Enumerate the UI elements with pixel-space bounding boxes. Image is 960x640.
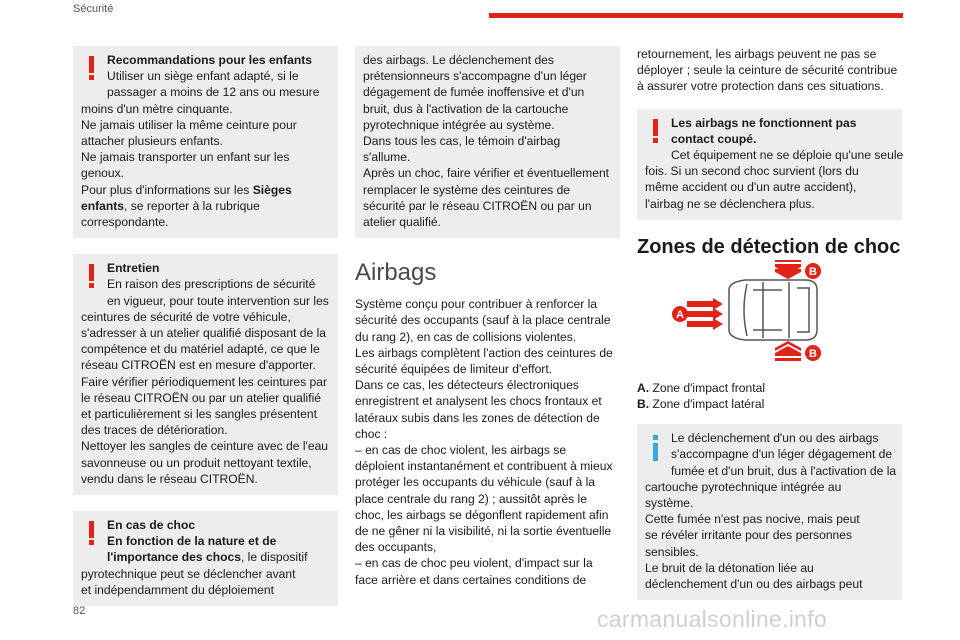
warning-box-ignition — [637, 109, 902, 220]
box-line: En fonction de la nature et de — [107, 534, 277, 549]
legend-key: B. — [637, 397, 650, 412]
box-line: En raison des prescriptions de sécurité — [107, 277, 316, 292]
box-line: Cette fumée n'est pas nocive, mais peut — [645, 512, 860, 527]
warning-box-crash — [73, 511, 338, 606]
warning-box-maintenance — [73, 254, 338, 495]
box-line — [81, 182, 330, 198]
box-line: correspondante. — [81, 215, 169, 230]
box-line: compétence et du matériel adapté, ce que le — [81, 342, 320, 357]
body-line: à assurer votre protection dans ces situations. — [637, 79, 884, 94]
header-title: Sécurité — [73, 3, 114, 15]
box-line: des traces de détérioration. — [81, 423, 228, 438]
box-line: Dans tous les cas, le témoin d'airbag — [363, 134, 561, 149]
box-line: sensibles. — [645, 544, 699, 559]
body-line: protéger les occupants du véhicule (sauf à la — [355, 475, 596, 490]
box-line: Ne jamais transporter un enfant sur les — [81, 150, 290, 165]
box-line: et indépendamment du déploiement — [81, 582, 274, 597]
column-middle — [355, 46, 620, 588]
box-line: sécurité par le réseau CITROËN ou par un — [363, 198, 592, 213]
box-text: , le dispositif — [240, 550, 308, 565]
box-line: même accident ou d'un autre accident), — [645, 180, 857, 195]
box-line: moins d'un mètre cinquante. — [81, 101, 233, 116]
label-b-top: B — [809, 265, 817, 278]
box-text: Pour plus d'informations sur les — [81, 182, 250, 197]
box-line: en vigueur, pour toute intervention sur les — [107, 293, 329, 308]
label-b-bottom: B — [809, 347, 817, 360]
diagram-legend — [637, 380, 902, 412]
box-title: En cas de choc — [107, 518, 196, 533]
box-title: Recommandations pour les enfants — [107, 53, 312, 67]
box-line: pyrotechnique peut se déclencher avant — [81, 566, 296, 581]
box-line: atelier qualifié. — [363, 215, 441, 230]
car-diagram — [637, 260, 902, 370]
body-line: latéraux subis dans les zones de détection de — [355, 410, 600, 425]
exclamation-icon — [81, 52, 107, 92]
label-b-bottom-badge — [805, 345, 821, 361]
box-line: fois. Si un second choc survient (lors du — [645, 164, 859, 179]
box-line: fumée et d'un bruit, dus à l'activation de la — [671, 463, 897, 478]
body-line: sécurité des occupants (sauf à la place centrale — [355, 313, 611, 328]
side-impact-arrows-top-icon — [775, 260, 801, 279]
body-line: face arrière et dans certaines conditions de — [355, 572, 587, 587]
airbags-body — [355, 296, 620, 588]
box-line: s'allume. — [363, 150, 411, 165]
label-a-badge — [672, 306, 688, 322]
box-line: pyrotechnique intégrée au système. — [363, 117, 555, 132]
page-number: 82 — [73, 605, 86, 617]
body-line: du rang 2), en cas de collisions violentes. — [355, 329, 577, 344]
exclamation-icon — [81, 260, 107, 300]
box-line: passager a moins de 12 ans ou mesure — [107, 85, 320, 100]
body-line: Les airbags complètent l'action des ceintures de — [355, 345, 613, 360]
box-line: et particulièrement si les sangles présentent — [81, 407, 317, 422]
body-line: choc : — [355, 426, 388, 441]
box-line: cartouche pyrotechnique intégrée au — [645, 479, 842, 494]
legend-item — [637, 396, 902, 412]
box-line: savonneuse ou un produit nettoyant textile, — [81, 455, 312, 470]
legend-key: A. — [637, 380, 650, 395]
intro-text — [637, 46, 902, 95]
box-line: genoux. — [81, 166, 125, 181]
box-line: réseau CITROËN est en mesure d'apporter. — [81, 358, 316, 373]
box-title: contact coupé. — [671, 131, 757, 146]
box-line: prétensionneurs s'accompagne d'un léger — [363, 69, 587, 84]
box-line: l'airbag ne se déclenchera plus. — [645, 196, 815, 211]
legend-text: Zone d'impact latéral — [652, 397, 765, 412]
label-a: A — [676, 308, 684, 321]
body-line: place centrale du rang 2) ; aussitôt après le — [355, 491, 587, 506]
box-line: Nettoyer les sangles de ceinture avec de l'eau — [81, 439, 329, 454]
box-line — [81, 198, 330, 214]
legend-item — [637, 380, 902, 396]
box-title: Les airbags ne fonctionnent pas — [671, 115, 857, 130]
box-line: le réseau CITROËN ou par un atelier qualifié — [81, 390, 321, 405]
body-line: des occupants, — [355, 540, 437, 555]
box-line: dégagement de fumée inoffensive et d'un — [363, 85, 585, 100]
frontal-impact-arrows-icon — [687, 298, 723, 330]
section-title-airbags: Airbags — [355, 259, 437, 287]
body-line: – en cas de choc peu violent, d'impact sur la — [355, 556, 593, 571]
box-line: ceintures de sécurité de votre véhicule, — [81, 309, 291, 324]
box-line: des airbags. Le déclenchement des — [363, 53, 554, 67]
watermark: carmanualsonline.info — [597, 606, 828, 632]
bold-term: enfants — [81, 198, 125, 213]
header-accent-bar — [489, 13, 903, 18]
bold-term: Sièges — [252, 182, 292, 197]
box-line: Le déclenchement d'un ou des airbags — [671, 431, 879, 446]
box-line: s'adresser à un atelier qualifié disposant de la — [81, 326, 327, 341]
box-line: Utiliser un siège enfant adapté, si le — [107, 69, 299, 84]
box-line: Faire vérifier périodiquement les ceintures par — [81, 374, 328, 389]
box-line: vendu dans le réseau CITROËN. — [81, 471, 258, 486]
impact-zones-diagram — [637, 260, 902, 370]
warning-box-children — [73, 46, 338, 238]
bold-term: l'importance des chocs — [107, 550, 241, 565]
section-title-detection-zones: Zones de détection de choc — [637, 235, 901, 258]
box-line: système. — [645, 496, 694, 511]
box-line: remplacer le système des ceintures de — [363, 182, 571, 197]
exclamation-icon — [81, 517, 107, 557]
side-impact-arrows-bottom-icon — [775, 341, 801, 361]
body-line: Dans ce cas, les détecteurs électroniques — [355, 378, 579, 393]
body-line: de ne gêner ni la visibilité, ni la sortie éventuelle — [355, 524, 612, 539]
column-left — [73, 46, 338, 606]
info-icon — [645, 430, 671, 470]
box-line: attacher plusieurs enfants. — [81, 134, 223, 149]
body-line: Système conçu pour contribuer à renforcer la — [355, 297, 597, 312]
box-line: Après un choc, faire vérifier et éventuellement — [363, 166, 610, 181]
box-text: , se reporter à la rubrique — [124, 198, 260, 213]
body-line: – en cas de choc violent, les airbags se — [355, 443, 567, 458]
label-b-top-badge — [805, 263, 821, 279]
body-line: enregistrent et analysent les chocs frontaux et — [355, 394, 602, 409]
box-line: déclenchement d'un ou des airbags peut — [645, 577, 863, 592]
info-box-smoke — [637, 424, 902, 600]
box-line: bruit, dus à l'activation de la cartouche — [363, 101, 569, 116]
body-line: déploient instantanément et contribuent à mieux — [355, 459, 613, 474]
box-line: Ne jamais utiliser la même ceinture pour — [81, 117, 297, 132]
body-line: déployer ; seule la ceinture de sécurité contribue — [637, 63, 898, 78]
box-line — [81, 549, 330, 565]
column-right — [637, 46, 902, 600]
legend-text: Zone d'impact frontal — [652, 380, 766, 395]
body-line: sécurité équipées de limiteur d'effort. — [355, 362, 553, 377]
box-line: Cet équipement ne se déploie qu'une seule — [671, 148, 904, 163]
box-line: Le bruit de la détonation liée au — [645, 560, 814, 575]
car-top-view-icon — [729, 280, 817, 340]
box-line: s'accompagne d'un léger dégagement de — [671, 447, 893, 462]
continued-box — [355, 46, 620, 238]
box-title: Entretien — [107, 261, 160, 276]
exclamation-icon — [645, 115, 671, 155]
body-line: choc, les airbags se dégonflent rapidement afin — [355, 507, 609, 522]
body-line: retournement, les airbags peuvent ne pas se — [637, 47, 877, 61]
box-line: se révéler irritante pour des personnes — [645, 528, 853, 543]
